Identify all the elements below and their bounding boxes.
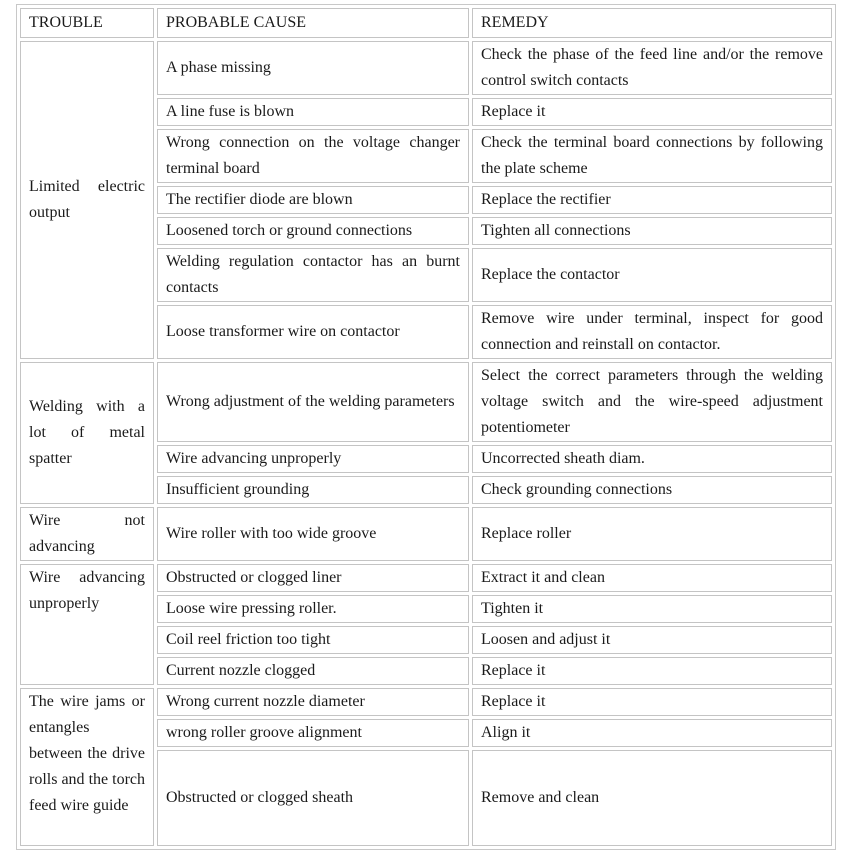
remedy-cell: Remove and clean bbox=[472, 750, 832, 846]
table-row bbox=[20, 507, 832, 561]
header-remedy: REMEDY bbox=[472, 8, 832, 38]
cause-cell: The rectifier diode are blown bbox=[157, 186, 469, 214]
cause-cell: wrong roller groove alignment bbox=[157, 719, 469, 747]
cause-cell: Obstructed or clogged liner bbox=[157, 564, 469, 592]
cause-cell: Welding regulation contactor has an burnt contacts bbox=[157, 248, 469, 302]
remedy-cell: Replace roller bbox=[472, 507, 832, 561]
cause-cell: A line fuse is blown bbox=[157, 98, 469, 126]
remedy-cell: Check grounding connections bbox=[472, 476, 832, 504]
remedy-cell: Check the phase of the feed line and/or the remove control switch contacts bbox=[472, 41, 832, 95]
cause-cell: Loose wire pressing roller. bbox=[157, 595, 469, 623]
table-row bbox=[20, 688, 832, 716]
header-trouble: TROUBLE bbox=[20, 8, 154, 38]
cause-cell: Wire advancing unproperly bbox=[157, 445, 469, 473]
troubleshooting-table bbox=[16, 4, 836, 850]
remedy-cell: Select the correct parameters through the welding voltage switch and the wire-speed adjustment potentiometer bbox=[472, 362, 832, 442]
remedy-cell: Extract it and clean bbox=[472, 564, 832, 592]
cause-cell: Wrong adjustment of the welding parameters bbox=[157, 362, 469, 442]
remedy-cell: Uncorrected sheath diam. bbox=[472, 445, 832, 473]
header-row bbox=[20, 8, 832, 38]
remedy-cell: Replace the rectifier bbox=[472, 186, 832, 214]
remedy-cell: Tighten it bbox=[472, 595, 832, 623]
cause-cell: Current nozzle clogged bbox=[157, 657, 469, 685]
trouble-cell: Wire not advancing bbox=[20, 507, 154, 561]
cause-cell: Coil reel friction too tight bbox=[157, 626, 469, 654]
remedy-cell: Replace the contactor bbox=[472, 248, 832, 302]
cause-cell: Loosened torch or ground connections bbox=[157, 217, 469, 245]
trouble-cell: Wire advancing unproperly bbox=[20, 564, 154, 685]
trouble-cell: Limited electric output bbox=[20, 41, 154, 359]
remedy-cell: Align it bbox=[472, 719, 832, 747]
table-row bbox=[20, 362, 832, 442]
cause-cell: Insufficient grounding bbox=[157, 476, 469, 504]
trouble-cell: The wire jams or entangles between the drive rolls and the torch feed wire guide bbox=[20, 688, 154, 846]
cause-cell: Loose transformer wire on contactor bbox=[157, 305, 469, 359]
remedy-cell: Replace it bbox=[472, 98, 832, 126]
table-row bbox=[20, 41, 832, 95]
remedy-cell: Check the terminal board connections by following the plate scheme bbox=[472, 129, 832, 183]
remedy-cell: Tighten all connections bbox=[472, 217, 832, 245]
remedy-cell: Replace it bbox=[472, 688, 832, 716]
remedy-cell: Remove wire under terminal, inspect for good connection and reinstall on contactor. bbox=[472, 305, 832, 359]
remedy-cell: Replace it bbox=[472, 657, 832, 685]
cause-cell: Wire roller with too wide groove bbox=[157, 507, 469, 561]
table-row bbox=[20, 564, 832, 592]
cause-cell: A phase missing bbox=[157, 41, 469, 95]
troubleshooting-table-container bbox=[16, 4, 836, 850]
remedy-cell: Loosen and adjust it bbox=[472, 626, 832, 654]
trouble-cell: Welding with a lot of metal spatter bbox=[20, 362, 154, 504]
cause-cell: Wrong connection on the voltage changer terminal board bbox=[157, 129, 469, 183]
header-probable-cause: PROBABLE CAUSE bbox=[157, 8, 469, 38]
cause-cell: Wrong current nozzle diameter bbox=[157, 688, 469, 716]
cause-cell: Obstructed or clogged sheath bbox=[157, 750, 469, 846]
